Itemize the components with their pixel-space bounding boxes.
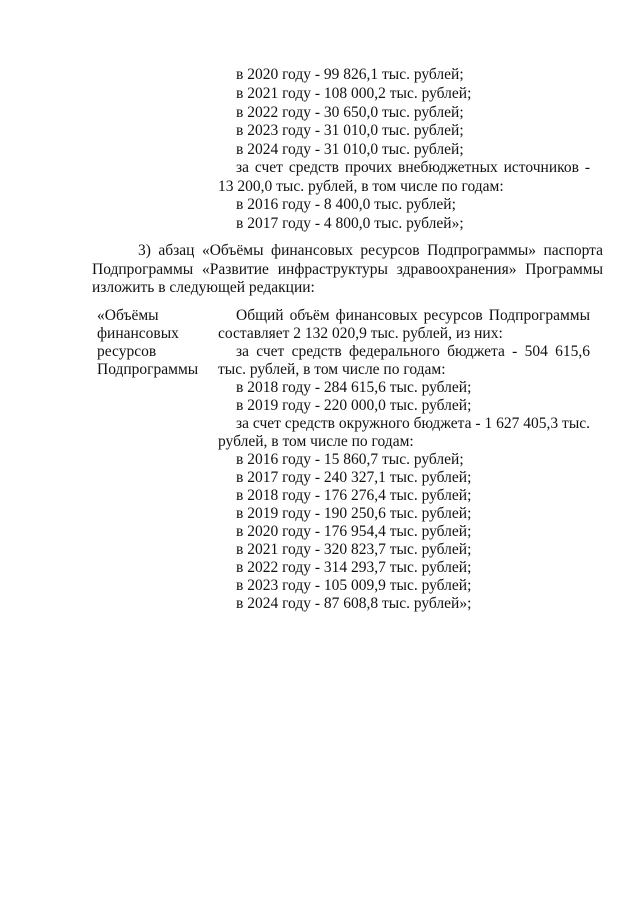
funding-year-line: в 2018 году - 176 276,4 тыс. рублей; [236,487,472,504]
funding-year-line: в 2023 году - 105 009,9 тыс. рублей; [236,577,472,594]
funding-year-line: в 2024 году - 31 010,0 тыс. рублей; [236,141,464,158]
amendment-paragraph-line: 3) абзац «Объёмы финансовых ресурсов Подпрограммы» паспорта [138,242,603,259]
funding-year-line: в 2019 году - 190 250,6 тыс. рублей; [236,505,472,522]
other-sources-line: за счет средств прочих внебюджетных источников - [236,159,590,176]
table-label-line: финансовых [97,325,179,342]
district-budget-line: за счет средств окружного бюджета - 1 627 405,3 тыс. [236,415,590,432]
total-funding-line: составляет 2 132 020,9 тыс. рублей, из них: [218,325,503,342]
table-label-line: «Объёмы [97,307,159,324]
funding-year-line: в 2018 году - 284 615,6 тыс. рублей; [236,379,472,396]
funding-year-line: в 2017 году - 240 327,1 тыс. рублей; [236,469,472,486]
funding-year-line: в 2023 году - 31 010,0 тыс. рублей; [236,122,464,139]
funding-year-line: в 2020 году - 176 954,4 тыс. рублей; [236,523,472,540]
federal-budget-line: за счет средств федерального бюджета - 504 615,6 [236,343,590,360]
district-budget-line: рублей, в том числе по годам: [218,433,414,450]
funding-year-line: в 2019 году - 220 000,0 тыс. рублей; [236,397,472,414]
amendment-paragraph-line: изложить в следующей редакции: [92,279,315,296]
amendment-paragraph-line: Подпрограммы «Развитие инфраструктуры здравоохранения» Программы [92,261,603,278]
funding-year-line: в 2017 году - 4 800,0 тыс. рублей»; [236,215,464,232]
federal-budget-line: тыс. рублей, в том числе по годам: [218,361,446,378]
funding-year-line: в 2021 году - 320 823,7 тыс. рублей; [236,541,472,558]
funding-year-line: в 2020 году - 99 826,1 тыс. рублей; [236,66,464,83]
funding-year-line: в 2024 году - 87 608,8 тыс. рублей»; [236,595,472,612]
other-sources-total-line: 13 200,0 тыс. рублей, в том числе по годам: [218,178,504,195]
funding-year-line: в 2022 году - 30 650,0 тыс. рублей; [236,104,464,121]
funding-year-line: в 2016 году - 8 400,0 тыс. рублей; [236,196,456,213]
table-label-line: Подпрограммы [97,361,199,378]
funding-year-line: в 2016 году - 15 860,7 тыс. рублей; [236,451,464,468]
table-label-line: ресурсов [97,343,157,360]
total-funding-line: Общий объём финансовых ресурсов Подпрограммы [236,307,590,324]
funding-year-line: в 2021 году - 108 000,2 тыс. рублей; [236,85,472,102]
funding-year-line: в 2022 году - 314 293,7 тыс. рублей; [236,559,472,576]
